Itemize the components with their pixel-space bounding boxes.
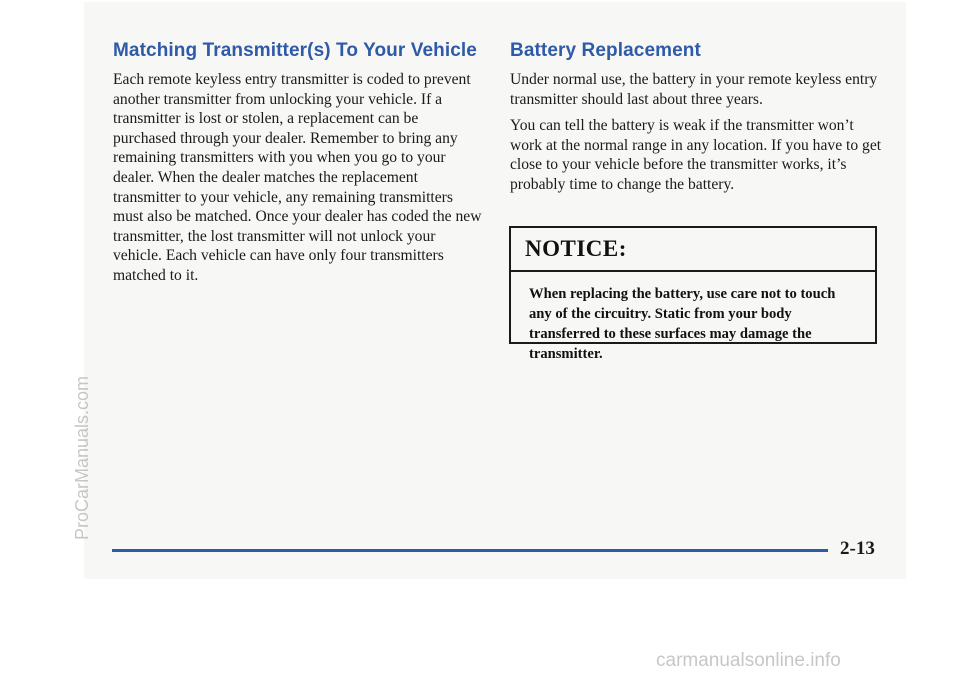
footer-rule bbox=[112, 549, 828, 552]
notice-text: When replacing the battery, use care not to touch any of the circuitry. Static from your body transferred to these surfaces may damage the transmitter. bbox=[529, 286, 836, 362]
matching-transmitters-paragraph: Each remote keyless entry transmitter is coded to prevent another transmitter from unlocking your vehicle. If a transmitter is lost or stolen, a replacement can be purchased through your dealer. Remember to bring any remaining transmitters with you when you go to your dealer. When the dealer matches the replacement transmitter to your vehicle, any remaining transmitters must also be matched. Once your dealer has coded the new transmitter, the lost transmitter will not unlock your vehicle. Each vehicle can have only four transmitters matched to it. bbox=[113, 71, 482, 284]
footer-watermark: carmanualsonline.info bbox=[656, 650, 841, 671]
matching-transmitters-heading: Matching Transmitter(s) To Your Vehicle bbox=[113, 40, 477, 61]
battery-replacement-heading: Battery Replacement bbox=[510, 40, 701, 61]
side-watermark: ProCarManuals.com bbox=[72, 375, 92, 540]
notice-title: NOTICE: bbox=[511, 228, 875, 272]
battery-life-paragraph: Under normal use, the battery in your remote keyless entry transmitter should last about three years. bbox=[510, 71, 878, 108]
notice-box bbox=[509, 226, 877, 362]
page-number: 2-13 bbox=[840, 538, 875, 559]
weak-battery-paragraph: You can tell the battery is weak if the transmitter won’t work at the normal range in any location. If you have to get close to your vehicle before the transmitter works, it’s probably time to change the battery. bbox=[510, 117, 882, 193]
